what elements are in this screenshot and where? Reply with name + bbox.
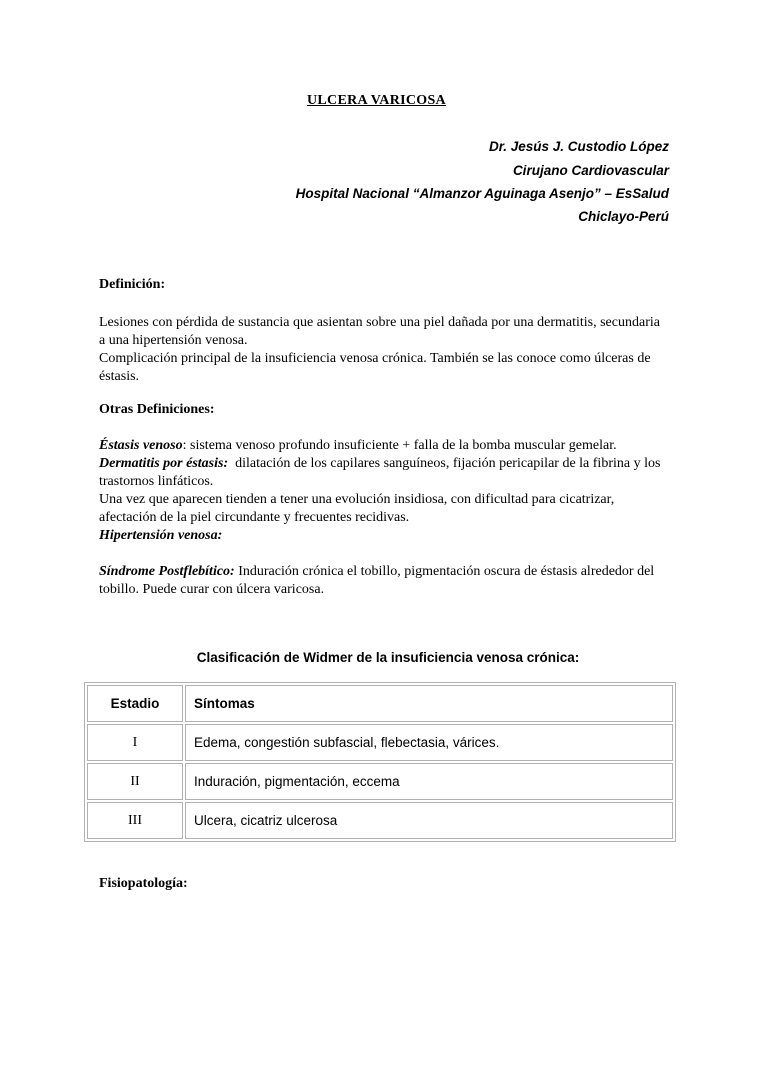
symptoms-cell: Ulcera, cicatriz ulcerosa bbox=[185, 802, 673, 839]
table-row bbox=[87, 802, 673, 839]
sindrome-text: Induración crónica el tobillo, pigmentación oscura de éstasis alrededor del tobillo. Puede curar con úlcera varicosa. bbox=[99, 564, 655, 597]
stage-cell: I bbox=[87, 724, 183, 761]
estasis-venoso-text: : sistema venoso profundo insuficiente + falla de la bomba muscular gemelar. bbox=[182, 438, 617, 453]
author-role: Cirujano Cardiovascular bbox=[512, 163, 669, 178]
stage-cell: II bbox=[87, 763, 183, 800]
hipertension-venosa-term: Hipertensión venosa: bbox=[99, 528, 223, 543]
table-row bbox=[87, 724, 673, 761]
definicion-paragraph-2: Complicación principal de la insuficiencia venosa crónica. También se las conoce como úlceras de éstasis. bbox=[99, 351, 651, 384]
estasis-venoso-entry bbox=[99, 437, 664, 455]
dermatitis-text: dilatación de los capilares sanguíneos, fijación pericapilar de la fibrina y los trastornos linfáticos. bbox=[99, 456, 664, 489]
author-hospital: Hospital Nacional “Almanzor Aguinaga Asenjo” – EsSalud bbox=[295, 186, 669, 201]
table-row bbox=[87, 763, 673, 800]
document-title: ULCERA VARICOSA bbox=[307, 93, 446, 108]
otras-definiciones-heading: Otras Definiciones: bbox=[99, 402, 215, 417]
dermatitis-term: Dermatitis por éstasis: bbox=[99, 456, 229, 471]
sindrome-entry bbox=[99, 563, 664, 599]
widmer-table bbox=[84, 682, 676, 842]
symptoms-cell: Induración, pigmentación, eccema bbox=[185, 763, 673, 800]
table-caption: Clasificación de Widmer de la insuficiencia venosa crónica: bbox=[196, 650, 580, 665]
definicion-heading: Definición: bbox=[99, 277, 166, 292]
header-estadio: Estadio bbox=[87, 685, 183, 722]
definicion-body bbox=[99, 314, 664, 386]
table-header-row bbox=[87, 685, 673, 722]
blank-line bbox=[99, 545, 664, 563]
dermatitis-entry bbox=[99, 455, 664, 491]
header-sintomas: Síntomas bbox=[185, 685, 673, 722]
evolucion-text: Una vez que aparecen tienden a tener una evolución insidiosa, con dificultad para cicatrizar, afectación de la piel circundante y frecuentes recidivas. bbox=[99, 492, 615, 525]
sindrome-term: Síndrome Postflebítico: bbox=[99, 564, 235, 579]
fisiopatologia-heading: Fisiopatología: bbox=[99, 876, 188, 891]
otras-definiciones-body bbox=[99, 437, 664, 599]
estasis-venoso-term: Éstasis venoso bbox=[99, 438, 183, 453]
definicion-paragraph-1: Lesiones con pérdida de sustancia que asientan sobre una piel dañada por una dermatitis, secundaria a una hipertensión venosa. bbox=[99, 315, 660, 348]
symptoms-cell: Edema, congestión subfascial, flebectasia, várices. bbox=[185, 724, 673, 761]
stage-cell: III bbox=[87, 802, 183, 839]
author-name: Dr. Jesús J. Custodio López bbox=[488, 139, 669, 154]
author-location: Chiclayo-Perú bbox=[578, 209, 669, 224]
